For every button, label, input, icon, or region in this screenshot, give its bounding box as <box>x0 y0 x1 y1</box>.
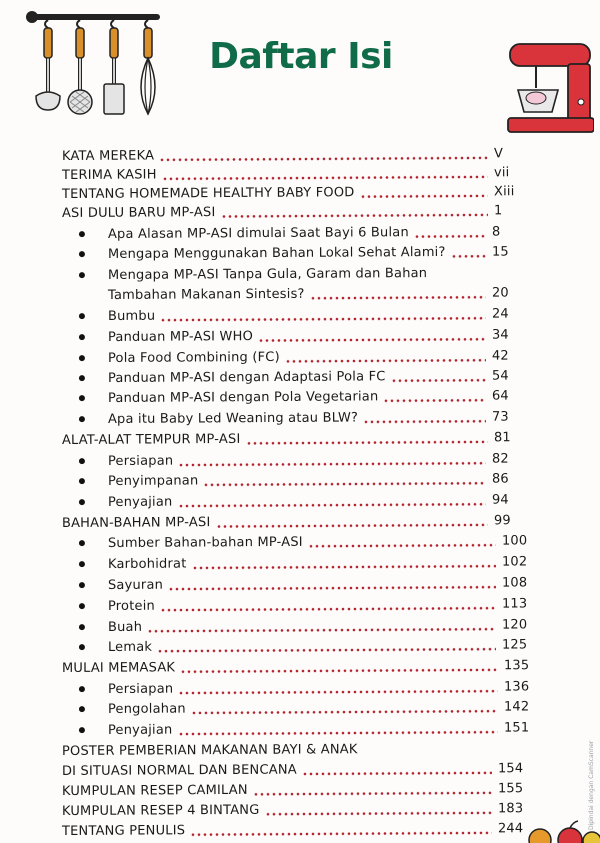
leader-dots <box>177 731 497 736</box>
page-number: 81 <box>493 430 511 446</box>
bullet-icon <box>79 540 85 546</box>
bullet-icon <box>79 561 85 567</box>
page-number: 142 <box>503 699 530 715</box>
bullet-icon <box>79 334 85 340</box>
entry-title: MULAI MEMASAK <box>61 660 176 676</box>
leader-dots <box>310 296 486 300</box>
bullet-icon <box>79 251 85 257</box>
leader-dots <box>203 482 486 487</box>
entry-title: DI SITUASI NORMAL DAN BENCANA <box>61 762 297 779</box>
entry-title: Panduan MP-ASI dengan Adaptasi Pola FC <box>107 369 386 386</box>
toc-entry <box>108 364 522 387</box>
leader-dots <box>285 359 486 363</box>
bullet-icon <box>79 416 85 422</box>
page-number: 135 <box>503 658 530 674</box>
toc-entry <box>108 261 522 284</box>
entry-title: Sayuran <box>107 577 164 593</box>
leader-dots <box>220 213 487 218</box>
leader-dots <box>215 523 487 528</box>
page-number: 102 <box>501 554 528 570</box>
leader-dots <box>308 544 496 548</box>
page-number: 54 <box>491 368 509 384</box>
page-number: 15 <box>491 244 509 260</box>
bullet-icon <box>79 313 85 319</box>
hanging-kitchen-utensils-icon <box>18 8 168 123</box>
toc-entry <box>108 695 534 718</box>
page-number: 42 <box>491 348 509 364</box>
entry-title: Pengolahan <box>107 701 186 717</box>
entry-title: Sumber Bahan-bahan MP-ASI <box>107 534 303 551</box>
leader-dots <box>359 194 488 198</box>
toc-entry <box>62 199 524 222</box>
entry-title: Mengapa MP-ASI Tanpa Gula, Garam dan Bahan <box>107 266 428 283</box>
bullet-icon <box>79 231 85 237</box>
bullet-icon <box>79 582 85 588</box>
page-number: 108 <box>501 575 528 591</box>
entry-title: TENTANG HOMEMADE HEALTHY BABY FOOD <box>61 185 355 203</box>
entry-title: Protein <box>107 598 155 614</box>
page-number: 24 <box>491 306 509 322</box>
toc-entry <box>108 550 532 573</box>
page-number: vii <box>493 165 510 181</box>
toc-entry <box>62 817 528 840</box>
toc-entry <box>108 633 532 656</box>
entry-title: Panduan MP-ASI WHO <box>107 329 254 345</box>
leader-dots <box>191 565 495 570</box>
toc-entry <box>108 571 532 594</box>
entry-title: Penyimpanan <box>107 473 199 490</box>
entry-title: BAHAN-BAHAN MP-ASI <box>61 515 211 531</box>
toc-entry <box>62 509 524 532</box>
page-number: 86 <box>491 471 509 487</box>
toc-entry <box>62 426 524 449</box>
page-number: 100 <box>501 533 528 549</box>
toc-entry-continuation <box>62 757 528 780</box>
page-number: V <box>493 146 504 162</box>
bullet-icon <box>79 624 85 630</box>
page-number: 82 <box>491 451 509 467</box>
stand-mixer-icon <box>502 38 594 134</box>
page-number: 151 <box>503 720 530 736</box>
entry-title: ASI DULU BARU MP-ASI <box>61 205 216 222</box>
bullet-icon <box>79 499 85 505</box>
bullet-icon <box>79 727 85 733</box>
leader-dots <box>391 379 486 383</box>
leader-dots <box>157 648 496 653</box>
leader-dots <box>451 255 486 258</box>
entry-title: Mengapa Menggunakan Bahan Lokal Sehat Alami? <box>107 244 446 262</box>
page-number: 73 <box>491 409 509 425</box>
bullet-icon <box>79 478 85 484</box>
page-number: 64 <box>491 388 509 404</box>
page-number: 136 <box>503 679 530 695</box>
toc-entry <box>108 467 522 490</box>
page-number: 8 <box>491 224 501 240</box>
leader-dots <box>190 831 492 836</box>
entry-title: Bumbu <box>107 308 156 324</box>
toc-entry <box>108 447 522 470</box>
entry-title: Tambahan Makanan Sintesis? <box>107 286 305 303</box>
entry-title: Persiapan <box>107 453 174 470</box>
entry-title: Penyajian <box>107 722 173 738</box>
toc-entry <box>108 220 522 243</box>
bullet-icon <box>79 375 85 381</box>
leader-dots <box>363 420 486 424</box>
leader-dots <box>302 771 492 775</box>
bullet-icon <box>79 458 85 464</box>
page-number: 154 <box>497 761 524 777</box>
leader-dots <box>178 690 498 695</box>
toc-entry <box>108 716 534 739</box>
toc-entry <box>108 384 522 407</box>
leader-dots <box>162 175 488 180</box>
leader-dots <box>191 710 498 715</box>
leader-dots <box>265 811 492 815</box>
toc-entry <box>108 592 532 615</box>
bullet-icon <box>79 355 85 361</box>
entry-title: KATA MEREKA <box>61 148 155 165</box>
entry-title: POSTER PEMBERIAN MAKANAN BAYI & ANAK <box>61 742 358 759</box>
leader-dots <box>253 791 492 795</box>
toc-entry <box>108 323 522 346</box>
page-number: 20 <box>491 285 509 301</box>
toc-entry <box>108 344 522 367</box>
bullet-icon <box>79 686 85 692</box>
leader-dots <box>160 317 486 322</box>
bullet-icon <box>79 272 85 278</box>
fruit-icon <box>510 818 600 843</box>
leader-dots <box>245 440 487 444</box>
entry-title: Lemak <box>107 639 153 655</box>
page-number: 155 <box>497 781 524 797</box>
toc-entry-continuation <box>108 281 522 304</box>
entry-title: KUMPULAN RESEP 4 BINTANG <box>61 802 260 819</box>
bullet-icon <box>79 644 85 650</box>
page-number: 125 <box>501 637 528 653</box>
toc-entry <box>108 302 522 325</box>
leader-dots <box>414 235 486 238</box>
page-number: 99 <box>493 513 511 529</box>
page-number: 244 <box>497 821 524 837</box>
leader-dots <box>383 399 486 403</box>
leader-dots <box>159 156 488 161</box>
entry-title: ALAT-ALAT TEMPUR MP-ASI <box>61 431 241 449</box>
leader-dots <box>180 668 498 673</box>
entry-title: Penyajian <box>107 494 173 511</box>
leader-dots <box>160 607 496 612</box>
entry-title: Pola Food Combining (FC) <box>107 349 280 366</box>
page-number: 120 <box>501 617 528 633</box>
entry-title: Karbohidrat <box>107 556 187 572</box>
entry-title: KUMPULAN RESEP CAMILAN <box>61 782 248 799</box>
bullet-icon <box>79 706 85 712</box>
page-number: 113 <box>501 596 528 612</box>
toc-entry <box>108 405 522 428</box>
leader-dots <box>147 628 496 633</box>
entry-title: Panduan MP-ASI dengan Pola Vegetarian <box>107 389 379 407</box>
leader-dots <box>177 503 485 508</box>
toc-entry <box>62 797 528 820</box>
bullet-icon <box>79 603 85 609</box>
toc-entry <box>62 777 528 800</box>
toc-entry <box>108 613 532 636</box>
entry-title: TENTANG PENULIS <box>61 823 186 839</box>
page-number: 1 <box>493 203 503 219</box>
entry-title: Apa itu Baby Led Weaning atau BLW? <box>107 410 359 428</box>
page-title: Daftar Isi <box>209 36 393 78</box>
leader-dots <box>258 338 486 342</box>
page-number: 94 <box>491 492 509 508</box>
toc-entry <box>62 654 534 677</box>
entry-title: TERIMA KASIH <box>61 167 157 184</box>
scanner-watermark: Dipindai dengan CamScanner <box>588 740 595 830</box>
page-number: 183 <box>497 801 524 817</box>
entry-title: Persiapan <box>107 681 174 697</box>
leader-dots <box>168 586 496 591</box>
toc-entry <box>108 240 522 263</box>
page-number: 34 <box>491 327 509 343</box>
page-number: Xiii <box>493 184 515 200</box>
bullet-icon <box>79 395 85 401</box>
toc-entry <box>108 488 522 511</box>
entry-title: Buah <box>107 619 143 635</box>
leader-dots <box>178 462 486 467</box>
toc-entry <box>108 675 534 698</box>
entry-title: Apa Alasan MP-ASI dimulai Saat Bayi 6 Bulan <box>107 225 409 243</box>
toc-entry <box>108 529 532 552</box>
